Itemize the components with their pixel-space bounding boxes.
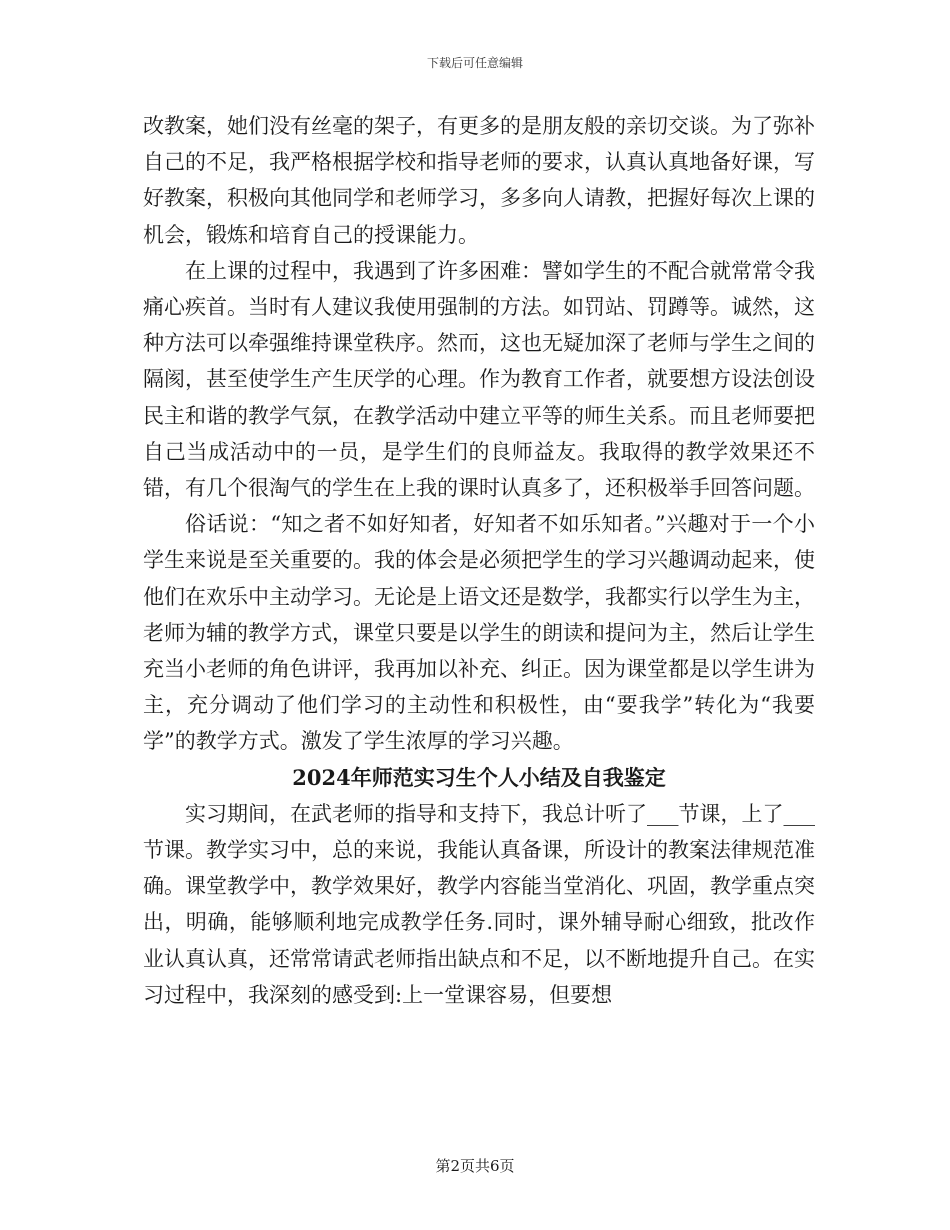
paragraph-2: 在上课的过程中，我遇到了许多困难：譬如学生的不配合就常常令我痛心疾首。当时有人建议我使用强制的方法。如罚站、罚蹲等。诚然，这种方法可以牵强维持课堂秩序。然而，这也无疑加深了老师与学生之间的隔阂，甚至使学生产生厌学的心理。作为教育工作者，就要想方设法创设民主和谐的教学气氛，在教学活动中建立平等的师生关系。而且老师要把自己当成活动中的一员，是学生们的良师益友。我取得的教学效果还不错，有几个很淘气的学生在上我的课时认真多了，还积极举手回答问题。 xyxy=(143,258,815,501)
paragraph-1: 改教案，她们没有丝毫的架子，有更多的是朋友般的亲切交谈。为了弥补自己的不足，我严格根据学校和指导老师的要求，认真认真地备好课，写好教案，积极向其他同学和老师学习，多多向人请教，把握好每次上课的机会，锻炼和培育自己的授课能力。 xyxy=(143,114,815,247)
page-number: 第2页共6页 xyxy=(435,1157,515,1175)
section-title: 2024年师范实习生个人小结及自我鉴定 xyxy=(292,764,666,790)
paragraph-3: 俗话说：“知之者不如好知者，好知者不如乐知者。”兴趣对于一个小学生来说是至关重要的。我的体会是必须把学生的学习兴趣调动起来，使他们在欢乐中主动学习。无论是上语文还是数学，我都实行以学生为主，老师为辅的教学方式，课堂只要是以学生的朗读和提问为主，然后让学生充当小老师的角色讲评，我再加以补充、纠正。因为课堂都是以学生讲为主，充分调动了他们学习的主动性和积极性，由“要我学”转化为“我要学”的教学方式。激发了学生浓厚的学习兴趣。 xyxy=(143,512,815,754)
paragraph-4: 实习期间，在武老师的指导和支持下，我总计听了___节课，上了___节课。教学实习中，总的来说，我能认真备课，所设计的教案法律规范准确。课堂教学中，教学效果好，教学内容能当堂消化、巩固，教学重点突出，明确，能够顺利地完成教学任务.同时，课外辅导耐心细致，批改作业认真认真，还常常请武老师指出缺点和不足，以不断地提升自己。在实习过程中，我深刻的感受到:上一堂课容易，但要想 xyxy=(143,801,815,1007)
document-body xyxy=(143,108,815,1013)
header-note: 下载后可任意编辑 xyxy=(426,56,523,70)
